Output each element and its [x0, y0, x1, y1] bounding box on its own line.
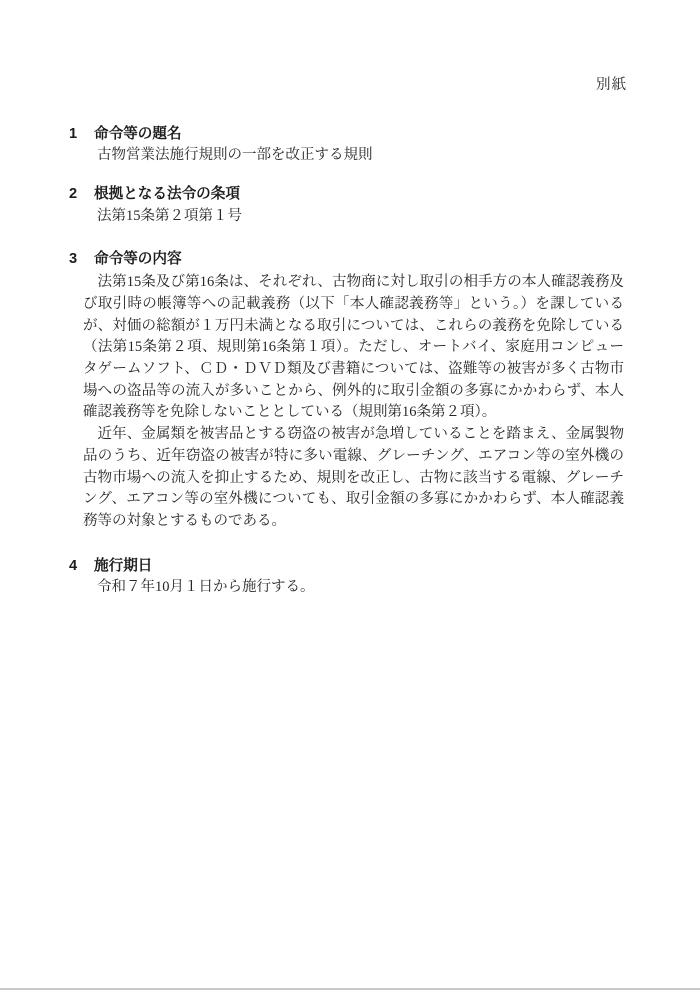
section-heading-text: 命令等の題名: [94, 125, 182, 142]
section-title: [69, 124, 624, 167]
corner-label: 別紙: [596, 77, 627, 93]
section-heading: [69, 556, 624, 578]
section-paragraphs: [83, 272, 624, 532]
section-heading-text: 施行期日: [94, 557, 153, 574]
paragraph: 近年、金属類を被害品とする窃盗の被害が急増していることを踏まえ、金属製物品のうち、近年窃盗の被害が特に多い電線、グレーチング、エアコン等の室外機の古物市場への流入を抑止するため、規則を改正し、古物に該当する電線、グレーチング、エアコン等の室外機についても、取引金額の多寡にかかわらず、本人確認義務等の対象とするものである。: [83, 426, 624, 529]
section-number: 1: [69, 125, 78, 142]
section-contents: [69, 249, 624, 533]
section-body-text: 法第15条第２項第１号: [97, 207, 242, 224]
paragraph: 法第15条及び第16条は、それぞれ、古物商に対し取引の相手方の本人確認義務及び取引時の帳簿等への記載義務（以下「本人確認義務等」という。）を課しているが、対価の総額が１万円未満となる取引については、これらの義務を免除している（法第15条第２項、規則第16条第１項）。ただし、オートバイ、家庭用コンピュータゲームソフト、ＣＤ・ＤＶＤ類及び書籍については、盗難等の被害が多く古物市場への盗品等の流入が多いことから、例外的に取引金額の多寡にかかわらず、本人確認義務等を免除しないこととしている（規則第16条第２項）。: [83, 274, 624, 421]
section-heading-text: 命令等の内容: [94, 250, 182, 267]
document-content: [69, 124, 624, 599]
section-body-text: 令和７年10月１日から施行する。: [97, 579, 315, 596]
section-heading: [69, 184, 624, 206]
section-body-text: 古物営業法施行規則の一部を改正する規則: [97, 147, 373, 164]
section-heading-text: 根拠となる法令の条項: [94, 186, 240, 203]
section-legal-basis: [69, 184, 624, 227]
section-effective-date: [69, 556, 624, 599]
section-heading: [69, 124, 624, 146]
section-number: 2: [69, 186, 78, 203]
page-edge-divider: [0, 988, 700, 990]
section-heading: [69, 249, 624, 271]
section-number: 3: [69, 250, 78, 267]
section-number: 4: [69, 557, 78, 574]
